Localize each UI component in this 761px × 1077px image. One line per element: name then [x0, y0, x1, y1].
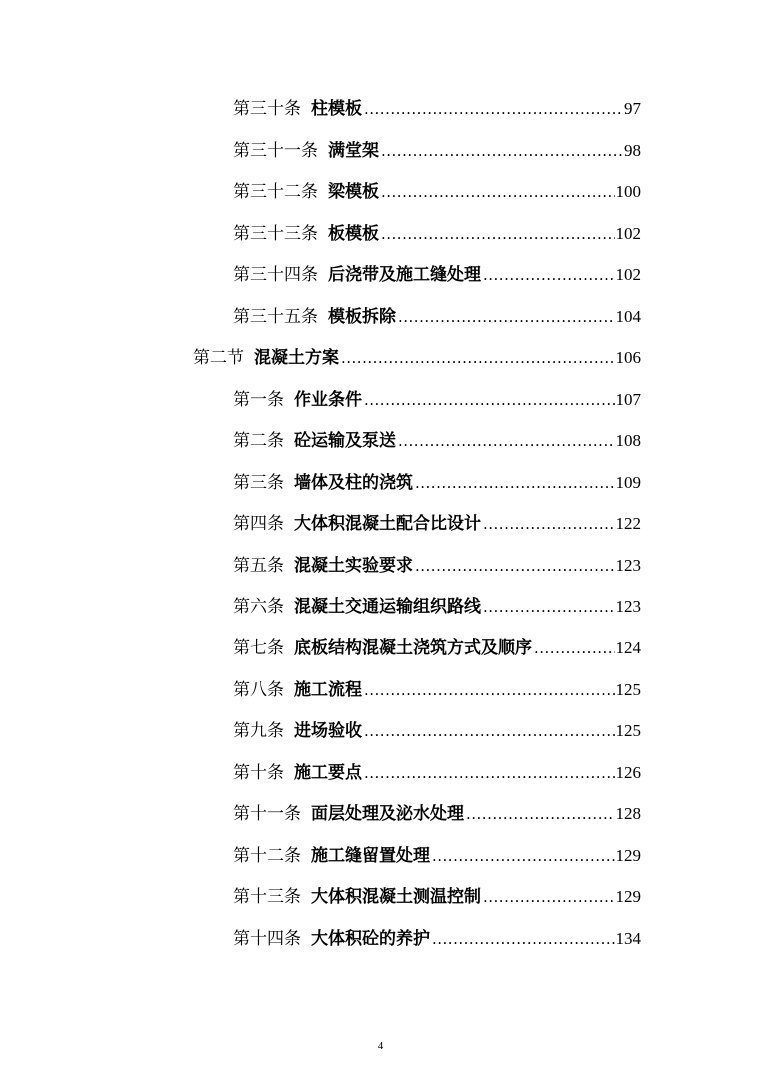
- toc-entry-title: 柱模板: [311, 99, 362, 119]
- toc-entry[interactable]: [233, 800, 641, 828]
- toc-entry-title: 面层处理及泌水处理: [311, 804, 464, 824]
- toc-entry-title: 混凝土实验要求: [294, 556, 413, 576]
- toc-dot-leader: [432, 842, 615, 870]
- toc-dot-leader: [364, 759, 615, 787]
- toc-entry[interactable]: [233, 634, 641, 662]
- toc-entry-page: 104: [615, 307, 641, 326]
- toc-entry-number: 第十三条: [233, 887, 301, 907]
- toc-entry-page: 107: [615, 390, 641, 409]
- toc-entry-page: 129: [615, 887, 641, 906]
- toc-entry-title: 满堂架: [328, 141, 379, 161]
- toc-entry-number: 第十条: [233, 763, 284, 783]
- toc-entry[interactable]: [233, 552, 641, 580]
- toc-entry-page: 128: [615, 804, 641, 823]
- toc-entry-title: 底板结构混凝土浇筑方式及顺序: [294, 638, 532, 658]
- toc-entry-title: 作业条件: [294, 390, 362, 410]
- toc-entry-page: 108: [615, 431, 641, 450]
- toc-entry-number: 第三条: [233, 473, 284, 493]
- toc-entry-title: 大体积混凝土配合比设计: [294, 514, 481, 534]
- toc-entry[interactable]: [233, 95, 641, 123]
- toc-dot-leader: [381, 178, 615, 206]
- toc-entry[interactable]: [233, 386, 641, 414]
- toc-entry-page: 100: [615, 182, 641, 201]
- toc-entry-title: 混凝土交通运输组织路线: [294, 597, 481, 617]
- toc-entry-page: 97: [624, 99, 641, 118]
- toc-entry-number: 第一条: [233, 390, 284, 410]
- toc-entry-page: 126: [615, 763, 641, 782]
- toc-entry-page: 125: [615, 680, 641, 699]
- toc-dot-leader: [483, 593, 615, 621]
- toc-entry-title: 梁模板: [328, 182, 379, 202]
- toc-entry-page: 122: [615, 514, 641, 533]
- toc-entry[interactable]: [233, 676, 641, 704]
- toc-entry-title: 砼运输及泵送: [294, 431, 396, 451]
- toc-entry-page: 123: [615, 556, 641, 575]
- toc-entry-page: 124: [615, 638, 641, 657]
- toc-entry-page: 109: [615, 473, 641, 492]
- toc-entry-page: 134: [615, 929, 641, 948]
- toc-dot-leader: [432, 925, 615, 953]
- toc-entry-page: 102: [615, 265, 641, 284]
- toc-dot-leader: [415, 552, 615, 580]
- toc-entry-title: 施工要点: [294, 763, 362, 783]
- toc-dot-leader: [483, 261, 615, 289]
- toc-entry-number: 第七条: [233, 638, 284, 658]
- toc-entry-title: 板模板: [328, 224, 379, 244]
- toc-entry[interactable]: [233, 717, 641, 745]
- toc-entry[interactable]: [233, 220, 641, 248]
- toc-entry-number: 第十一条: [233, 804, 301, 824]
- toc-entry-number: 第五条: [233, 556, 284, 576]
- toc-entry-title: 进场验收: [294, 721, 362, 741]
- toc-entry-page: 98: [624, 141, 641, 160]
- toc-entry-number: 第三十三条: [233, 224, 318, 244]
- toc-dot-leader: [364, 717, 615, 745]
- toc-entry[interactable]: [233, 593, 641, 621]
- toc-entry-number: 第三十五条: [233, 307, 318, 327]
- toc-entry-page: 106: [615, 348, 641, 367]
- toc-dot-leader: [398, 427, 615, 455]
- toc-entry-number: 第二条: [233, 431, 284, 451]
- toc-dot-leader: [364, 676, 615, 704]
- toc-entry-title: 施工缝留置处理: [311, 846, 430, 866]
- toc-entry-page: 123: [615, 597, 641, 616]
- toc-dot-leader: [381, 220, 615, 248]
- toc-entry-number: 第三十一条: [233, 141, 318, 161]
- toc-entry-page: 102: [615, 224, 641, 243]
- toc-dot-leader: [364, 95, 623, 123]
- toc-entry-number: 第六条: [233, 597, 284, 617]
- toc-entry[interactable]: [233, 759, 641, 787]
- toc-dot-leader: [415, 469, 615, 497]
- toc-entry-page: 125: [615, 721, 641, 740]
- toc-entry[interactable]: [233, 510, 641, 538]
- toc-entry-number: 第九条: [233, 721, 284, 741]
- toc-section-entry[interactable]: [193, 344, 641, 372]
- toc-dot-leader: [483, 883, 615, 911]
- toc-entry[interactable]: [233, 427, 641, 455]
- toc-dot-leader: [341, 344, 615, 372]
- toc-entry-title: 后浇带及施工缝处理: [328, 265, 481, 285]
- toc-entry[interactable]: [233, 925, 641, 953]
- toc-entry-number: 第二节: [193, 348, 244, 368]
- toc-dot-leader: [381, 137, 623, 165]
- toc-entry-title: 混凝土方案: [254, 348, 339, 368]
- toc-entry[interactable]: [233, 137, 641, 165]
- toc-entry-title: 墙体及柱的浇筑: [294, 473, 413, 493]
- toc-entry-number: 第十二条: [233, 846, 301, 866]
- toc-dot-leader: [398, 303, 615, 331]
- toc-entry-number: 第三十四条: [233, 265, 318, 285]
- toc-entry-page: 129: [615, 846, 641, 865]
- toc-entry-number: 第四条: [233, 514, 284, 534]
- toc-entry-title: 施工流程: [294, 680, 362, 700]
- toc-entry-number: 第三十二条: [233, 182, 318, 202]
- toc-entry[interactable]: [233, 178, 641, 206]
- toc-entry[interactable]: [233, 842, 641, 870]
- toc-entry[interactable]: [233, 303, 641, 331]
- toc-dot-leader: [466, 800, 615, 828]
- toc-dot-leader: [483, 510, 615, 538]
- toc-entry-number: 第八条: [233, 680, 284, 700]
- toc-entry-number: 第三十条: [233, 99, 301, 119]
- toc-entry[interactable]: [233, 469, 641, 497]
- toc-entry-number: 第十四条: [233, 929, 301, 949]
- page-number: 4: [377, 1040, 384, 1052]
- toc-entry[interactable]: [233, 261, 641, 289]
- toc-entry-title: 模板拆除: [328, 307, 396, 327]
- toc-dot-leader: [364, 386, 615, 414]
- toc-dot-leader: [534, 634, 615, 662]
- toc-entry[interactable]: [233, 883, 641, 911]
- toc-entry-title: 大体积砼的养护: [311, 929, 430, 949]
- toc-entry-title: 大体积混凝土测温控制: [311, 887, 481, 907]
